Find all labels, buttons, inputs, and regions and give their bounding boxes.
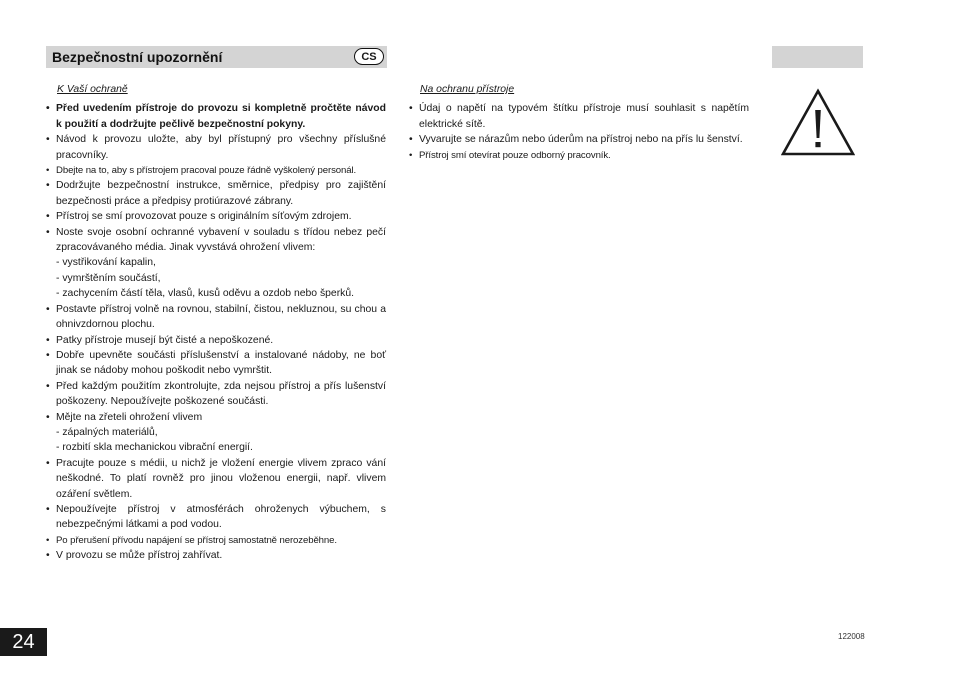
- list-item: [46, 502, 386, 533]
- list-item-text: Dodržujte bezpečnostní instrukce, směrnice, předpisy pro zajištění bezpečnosti práce a předpisy protiúrazové zábrany.: [56, 180, 386, 207]
- device-protection-heading: Na ochranu přístroje: [420, 84, 515, 95]
- right-header-bar: [772, 46, 863, 68]
- personal-safety-heading: K Vaší ochraně: [57, 84, 128, 95]
- bullet-icon: •: [46, 411, 50, 423]
- bullet-icon: •: [46, 103, 50, 115]
- bullet-icon: •: [46, 534, 50, 546]
- bullet-icon: •: [409, 134, 413, 146]
- list-item: [409, 148, 749, 163]
- document-code: 122008: [838, 632, 865, 641]
- sub-list-item: - vymrštěním součástí,: [56, 272, 161, 284]
- personal-safety-column: [46, 82, 386, 564]
- list-item-text: Údaj o napětí na typovém štítku přístroje musí souhlasit s napětím elektrické sítě.: [419, 103, 749, 130]
- warning-triangle-icon: [781, 88, 855, 156]
- sub-list-item: - vystřikování kapalin,: [56, 257, 156, 269]
- list-item: [46, 302, 386, 333]
- list-item-text: Nepoužívejte přístroj v atmosférách ohroženych výbuchem, s nebezpečnými látkami a pod vodou.: [56, 503, 386, 531]
- list-item: [46, 379, 386, 410]
- section-title: Bezpečnostní upozornění: [52, 49, 223, 65]
- list-item: [46, 178, 386, 209]
- bullet-icon: •: [46, 180, 50, 192]
- bullet-icon: •: [46, 134, 50, 146]
- list-item: [46, 548, 386, 563]
- list-item: [409, 101, 749, 132]
- list-item: [46, 132, 386, 163]
- sub-list-item: - rozbití skla mechanickou vibrační energií.: [56, 442, 253, 454]
- bullet-icon: •: [46, 380, 50, 392]
- list-item: [46, 348, 386, 379]
- list-item: [409, 132, 749, 147]
- list-item-text: Dobře upevněte součásti příslušenství a instalované nádoby, ne boť jinak se nádoby mohou poškodit nebo vymrštit.: [56, 349, 386, 377]
- device-protection-column: [409, 82, 749, 163]
- list-item-text: Vyvarujte se nárazům nebo úderům na přístroj nebo na přís lu šenství.: [419, 134, 743, 146]
- list-item-text: Patky přístroje musejí být čisté a nepoškozené.: [56, 334, 274, 346]
- sub-list-item: - zápalných materiálů,: [56, 426, 158, 438]
- bullet-icon: •: [409, 103, 413, 115]
- list-item: [46, 410, 386, 425]
- bullet-icon: •: [46, 503, 50, 515]
- list-item-text: V provozu se může přístroj zahřívat.: [56, 550, 223, 562]
- language-badge: CS: [354, 48, 384, 65]
- bullet-icon: •: [46, 349, 50, 361]
- bullet-icon: •: [46, 165, 50, 177]
- bullet-icon: •: [46, 457, 50, 469]
- list-item: [46, 533, 386, 548]
- bullet-icon: •: [46, 226, 50, 238]
- list-item-text: Postavte přístroj volně na rovnou, stabilní, čistou, nekluznou, su chou a ohnivzdornou plochu.: [56, 303, 386, 331]
- list-item-text: Návod k provozu uložte, aby byl přístupný pro všechny příslušné pracovníky.: [56, 134, 386, 161]
- list-item: [46, 225, 386, 256]
- list-item: [46, 209, 386, 224]
- list-item-text: Pracujte pouze s médii, u nichž je vložení energie vlivem zpraco vání neškodné. To platí rovněž pro jinou vloženou energii, např. vlivem ozáření světlem.: [56, 457, 386, 500]
- bullet-icon: •: [46, 550, 50, 562]
- section-header-bar: [46, 46, 387, 68]
- list-item-text: Před uvedením přístroje do provozu si kompletně pročtěte návod k použití a dodržujte pečlivě bezpečnostní pokyny.: [56, 103, 386, 130]
- bullet-icon: •: [46, 303, 50, 315]
- list-item-text: Před každým použitím zkontrolujte, zda nejsou přístroj a přís lušenství poškozeny. Nepoužívejte poškozené součásti.: [56, 380, 386, 408]
- sub-list-item: - zachycením částí těla, vlasů, kusů oděvu a ozdob nebo šperků.: [56, 288, 355, 300]
- list-item-text: Mějte na zřeteli ohrožení vlivem: [56, 411, 203, 423]
- personal-safety-list: [46, 101, 386, 563]
- list-item: [46, 333, 386, 348]
- list-item: [46, 163, 386, 178]
- bullet-icon: •: [46, 211, 50, 223]
- list-item: [46, 101, 386, 132]
- device-protection-list: [409, 101, 749, 163]
- list-item: [46, 456, 386, 502]
- bullet-icon: •: [46, 334, 50, 346]
- list-item-text: Dbejte na to, aby s přístrojem pracoval pouze řádně vyškolený personál.: [56, 165, 357, 177]
- list-item-text: Přístroj se smí provozovat pouze s originálním síťovým zdrojem.: [56, 211, 352, 223]
- list-item-text: Po přerušení přívodu napájení se přístroj samostatně nerozeběhne.: [56, 534, 337, 546]
- page-number: 24: [0, 628, 47, 656]
- list-item-text: Přístroj smí otevírat pouze odborný pracovník.: [419, 149, 611, 161]
- list-item-text: Noste svoje osobní ochranné vybavení v souladu s třídou nebez pečí zpracovávaného média. Jinak vyvstává ohrožení vlivem:: [56, 226, 386, 254]
- bullet-icon: •: [409, 149, 413, 161]
